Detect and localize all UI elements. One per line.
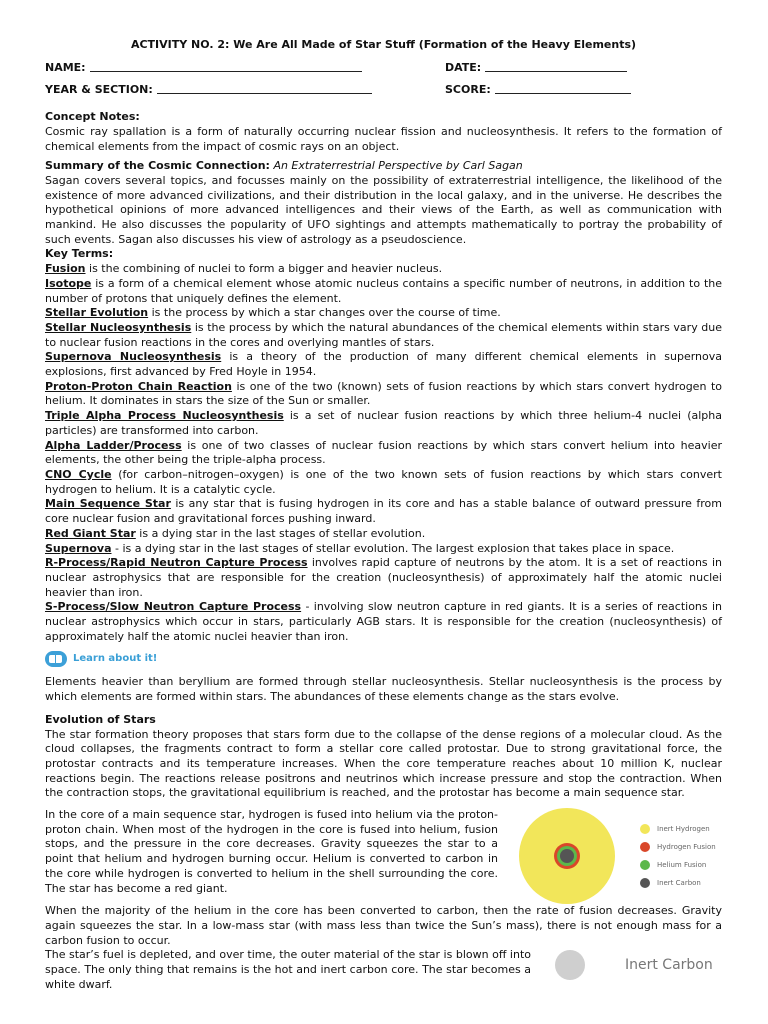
key-term <box>45 497 722 526</box>
key-term-name: Triple Alpha Process Nucleosynthesis <box>45 409 284 423</box>
legend-item <box>640 842 716 852</box>
summary-text: Sagan covers several topics, and focusses mainly on the possibility of extraterrestrial intelligence, the likelihood of the existence of more advanced civilizations, and their distribution in the local galaxy, and in the universe. He describes the hypothetical opinions of more advanced intelligences and their views of the Earth, as well as communication with mankind. He also discusses the popularity of UFO sightings and attempts mathematically to portray the probability of such events. Sagan also discusses his view of astrology as a pseudoscience. <box>45 173 722 246</box>
evolution-heading: Evolution of Stars <box>45 712 156 726</box>
legend-item <box>640 860 706 870</box>
learn-label: Learn about it! <box>73 653 158 665</box>
key-term <box>45 321 722 350</box>
evolution-paragraph-2: In the core of a main sequence star, hydrogen is fused into helium via the proton-proton chain. When most of the hydrogen in the core is fused into helium, fusion stops, and the pressure in the core decreases. Gravity squeezes the star to a point that helium and hydrogen burning occur. Helium is converted to carbon in the core while hydrogen is converted to helium in the shell surrounding the core. The star has become a red giant. <box>45 808 498 895</box>
key-term-definition: is a theory of the production of many different chemical elements in supernova explosions, first advanced by Fred Hoyle in 1954. <box>45 350 722 379</box>
summary-heading-line <box>45 159 722 174</box>
key-term-name: S-Process/Slow Neutron Capture Process <box>45 600 302 614</box>
key-terms-list <box>45 262 722 644</box>
key-term <box>45 542 722 557</box>
key-term-definition: involves rapid capture of neutrons by the atom. It is a set of reactions in nuclear astrophysics that are responsible for the creation (nucleosynthesis) of approximately half the atomic nuclei heavier than iron. <box>45 556 723 599</box>
key-term-name: Supernova <box>45 541 112 555</box>
name-date-row <box>45 61 722 76</box>
score-label: SCORE: <box>445 83 491 97</box>
star-cross-section <box>512 808 622 908</box>
legend-label: Hydrogen Fusion <box>657 843 716 851</box>
key-term-name: Stellar Nucleosynthesis <box>45 320 192 334</box>
key-term <box>45 468 722 497</box>
key-term <box>45 556 722 600</box>
key-term-name: Alpha Ladder/Process <box>45 438 182 452</box>
key-term-definition: is the process by which the natural abundances of the chemical elements within stars vary due to nuclear fusion reactions in the cores and overlying mantles of stars. <box>45 320 722 349</box>
year-section-label: YEAR & SECTION: <box>45 83 153 97</box>
key-term <box>45 409 722 438</box>
key-term <box>45 439 722 468</box>
key-term-definition: is one of two classes of nuclear fusion reactions by which stars convert helium into heavier elements, the other being the triple-alpha process. <box>45 438 722 467</box>
legend-item <box>640 824 710 834</box>
name-field[interactable] <box>90 61 362 72</box>
learn-banner <box>45 651 722 667</box>
legend-swatch <box>640 824 650 834</box>
concept-text: Cosmic ray spallation is a form of naturally occurring nuclear fission and nucleosynthesis. It refers to the formation of chemical elements from the impact of cosmic rays on an object. <box>45 124 722 153</box>
key-term-name: CNO Cycle <box>45 467 112 481</box>
legend-item <box>640 878 701 888</box>
key-term-name: Isotope <box>45 276 92 290</box>
legend-swatch <box>640 842 650 852</box>
key-term-definition: is one of the two (known) sets of fusion reactions by which stars convert hydrogen to helium. It dominates in stars the size of the Sun or smaller. <box>45 379 722 408</box>
concept-heading: Concept Notes: <box>45 110 140 124</box>
legend-swatch <box>640 878 650 888</box>
year-section-field[interactable] <box>157 83 372 94</box>
key-term <box>45 380 722 409</box>
key-term <box>45 277 722 306</box>
key-term <box>45 527 722 542</box>
key-term-definition: is the combining of nuclei to form a bigger and heavier nucleus. <box>85 262 443 276</box>
evolution-paragraph-3a: When the majority of the helium in the core has been converted to carbon, then the rate of fusion decreases. Gravity again squeezes the star. In a low-mass star (with mass less than twice the Sun’s mass), there is not enough mass for a carbon fusion to occur. <box>45 904 722 947</box>
key-term <box>45 262 722 277</box>
key-terms-heading: Key Terms: <box>45 247 114 261</box>
key-term-definition: is any star that is fusing hydrogen in its core and has a stable balance of outward pressure from core nuclear fusion and gravitational forces pushing inward. <box>45 497 722 526</box>
score-field[interactable] <box>495 83 631 94</box>
key-term-definition: is the process by which a star changes over the course of time. <box>148 306 501 320</box>
legend-label: Inert Carbon <box>657 879 701 887</box>
year-score-row <box>45 83 722 98</box>
inert-carbon-label: Inert Carbon <box>625 957 713 973</box>
date-label: DATE: <box>445 60 482 74</box>
star-layers-diagram <box>512 808 722 908</box>
key-term <box>45 350 722 379</box>
key-term-definition: - is a dying star in the last stages of stellar evolution. The largest explosion that takes place in space. <box>111 541 675 555</box>
key-term-definition: is a dying star in the last stages of stellar evolution. <box>135 526 426 540</box>
key-term-name: Stellar Evolution <box>45 306 149 320</box>
evolution-paragraph-1: The star formation theory proposes that stars form due to the collapse of the dense regions of a molecular cloud. As the cloud collapses, the fragments contract to form a stellar core called protostar. Due to strong gravitational force, the protostar contracts and its temperature increases. When the core temperature reaches about 10 million K, nuclear reactions begin. The reactions release positrons and neutrinos which increase pressure and stop the contraction. When the contraction stops, the gravitational equilibrium is reached, and the protostar has become a main sequence star. <box>45 727 722 800</box>
key-term-name: R-Process/Rapid Neutron Capture Process <box>45 556 308 570</box>
key-term-name: Main Sequence Star <box>45 497 171 511</box>
summary-source: An Extraterrestrial Perspective by Carl Sagan <box>273 159 523 173</box>
summary-heading: Summary of the Cosmic Connection: <box>45 159 270 173</box>
inert-carbon-figure <box>555 950 713 980</box>
key-term-name: Supernova Nucleosynthesis <box>45 350 222 364</box>
date-field[interactable] <box>485 61 627 72</box>
legend-label: Helium Fusion <box>657 861 707 869</box>
key-term-definition: is a form of a chemical element whose atomic nucleus contains a specific number of neutrons, in addition to the number of protons that uniquely defines the element. <box>45 276 722 305</box>
white-dwarf-circle <box>555 950 585 980</box>
evolution-paragraph-3b: The star’s fuel is depleted, and over time, the outer material of the star is blown off into space. The only thing that remains is the hot and inert carbon core. The star becomes a white dwarf. <box>45 948 531 991</box>
key-term <box>45 306 722 321</box>
legend-swatch <box>640 860 650 870</box>
key-term-definition: is a set of nuclear fusion reactions by which three helium-4 nuclei (alpha particles) are transformed into carbon. <box>45 409 722 437</box>
key-term-name: Fusion <box>45 262 86 276</box>
inert-carbon-core <box>560 849 574 863</box>
key-term-definition: - involving slow neutron capture in red giants. It is a series of reactions in nuclear astrophysics which occur in stars, particularly AGB stars. It is responsible for the creation (nucleosynthesis) of approximately half the atomic nuclei heavier than iron. <box>45 600 722 643</box>
name-label: NAME: <box>45 60 86 74</box>
learn-text: Elements heavier than beryllium are formed through stellar nucleosynthesis. Stellar nucleosynthesis is the process by which elements are formed within stars. The abundances of these elements change as the stars evolve. <box>45 675 722 704</box>
key-term-definition: (for carbon–nitrogen–oxygen) is one of the two known sets of fusion reactions by which stars convert hydrogen to helium. It is a catalytic cycle. <box>45 467 722 496</box>
page-title: ACTIVITY NO. 2: We Are All Made of Star Stuff (Formation of the Heavy Elements) <box>130 38 637 51</box>
book-icon <box>45 651 67 667</box>
key-term-name: Red Giant Star <box>45 526 136 540</box>
key-term-name: Proton-Proton Chain Reaction <box>45 379 232 393</box>
legend-label: Inert Hydrogen <box>657 825 710 833</box>
key-term <box>45 600 722 644</box>
